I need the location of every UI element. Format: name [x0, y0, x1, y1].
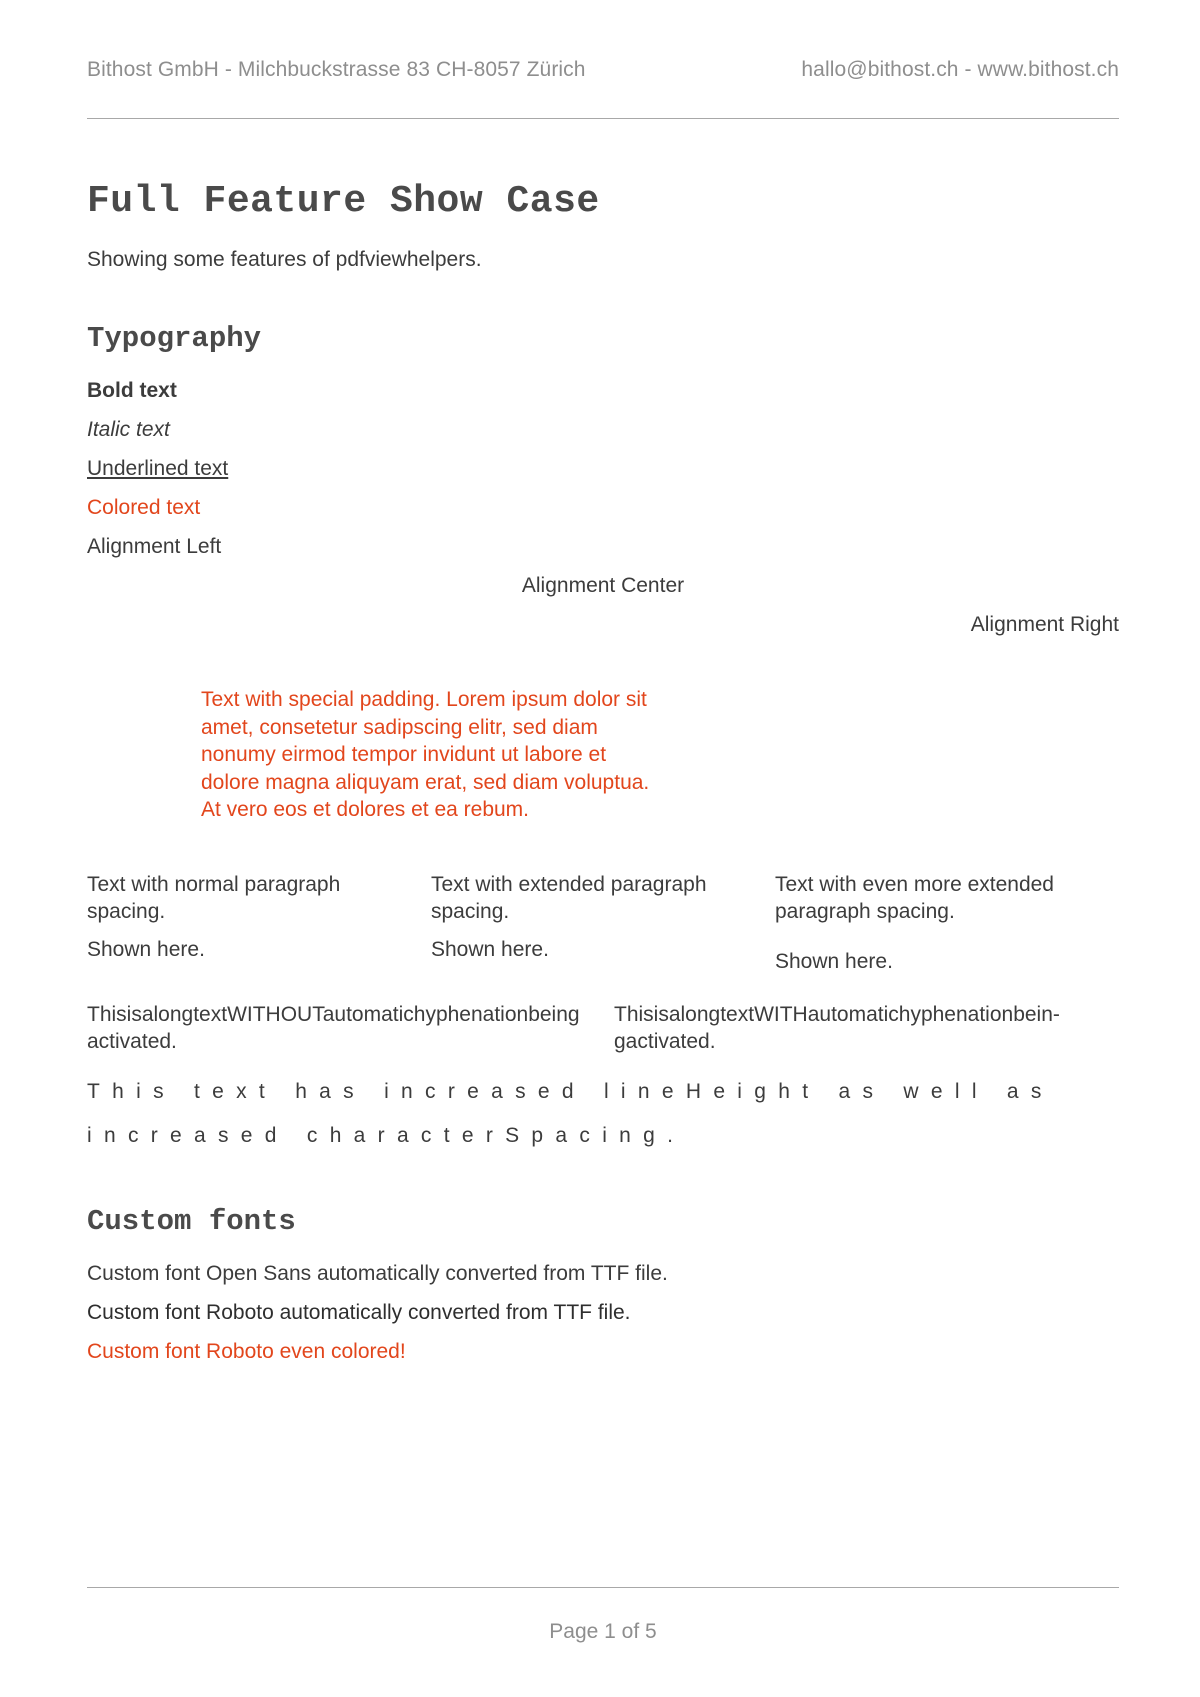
- paragraph-second: Shown here.: [431, 938, 549, 961]
- page-subtitle: Showing some features of pdfviewhelpers.: [87, 248, 482, 271]
- header-divider: [87, 118, 1119, 119]
- page-title: Full Feature Show Case: [87, 180, 600, 223]
- custom-fonts-heading: Custom fonts: [87, 1205, 296, 1238]
- header-address: Bithost GmbH - Milchbuckstrasse 83 CH-8057 Zürich: [87, 58, 586, 81]
- page-header: [87, 58, 1119, 82]
- alignment-left-text: Alignment Left: [87, 535, 222, 558]
- custom-font-open-sans: Custom font Open Sans automatically converted from TTF file.: [87, 1262, 668, 1285]
- padded-paragraph: Text with special padding. Lorem ipsum dolor sit amet, consetetur sadipscing elitr, sed diam nonumy eirmod tempor invidunt ut labore et dolore magna aliquyam erat, sed diam voluptua. At vero eos et dolores et ea rebum.: [201, 688, 650, 821]
- paragraph-spacing-extended: [431, 871, 751, 963]
- paragraph-first: Text with extended paragraph spacing.: [431, 873, 707, 923]
- custom-font-roboto-colored: Custom font Roboto even colored!: [87, 1340, 406, 1363]
- underlined-text: Underlined text: [87, 457, 229, 480]
- alignment-center-text: Alignment Center: [521, 574, 685, 597]
- header-contact: hallo@bithost.ch - www.bithost.ch: [801, 58, 1119, 81]
- typography-heading: Typography: [87, 322, 262, 355]
- bold-text: Bold text: [87, 379, 177, 402]
- character-spacing-text: This text has increased lineHeight as well as increased characterSpacing.: [87, 1080, 1054, 1147]
- paragraph-second: Shown here.: [87, 938, 205, 961]
- colored-text: Colored text: [87, 496, 201, 519]
- document-page: [87, 0, 1119, 1697]
- paragraph-spacing-more-extended: [775, 871, 1095, 975]
- hyphenation-on-text: ThisisalongtextWITHautomatichyphenationbein-gactivated.: [614, 1003, 1060, 1053]
- paragraph-first: Text with normal paragraph spacing.: [87, 873, 341, 923]
- alignment-right-text: Alignment Right: [970, 613, 1119, 636]
- paragraph-second: Shown here.: [775, 950, 893, 973]
- custom-font-roboto: Custom font Roboto automatically converted from TTF file.: [87, 1301, 631, 1324]
- footer-divider: [87, 1587, 1119, 1588]
- paragraph-first: Text with even more extended paragraph spacing.: [775, 873, 1054, 923]
- paragraph-spacing-normal: [87, 871, 407, 963]
- italic-text: Italic text: [87, 418, 170, 441]
- hyphenation-off-text: ThisisalongtextWITHOUTautomatichyphenationbeingactivated.: [87, 1003, 580, 1053]
- page-number: Page 1 of 5: [549, 1620, 657, 1643]
